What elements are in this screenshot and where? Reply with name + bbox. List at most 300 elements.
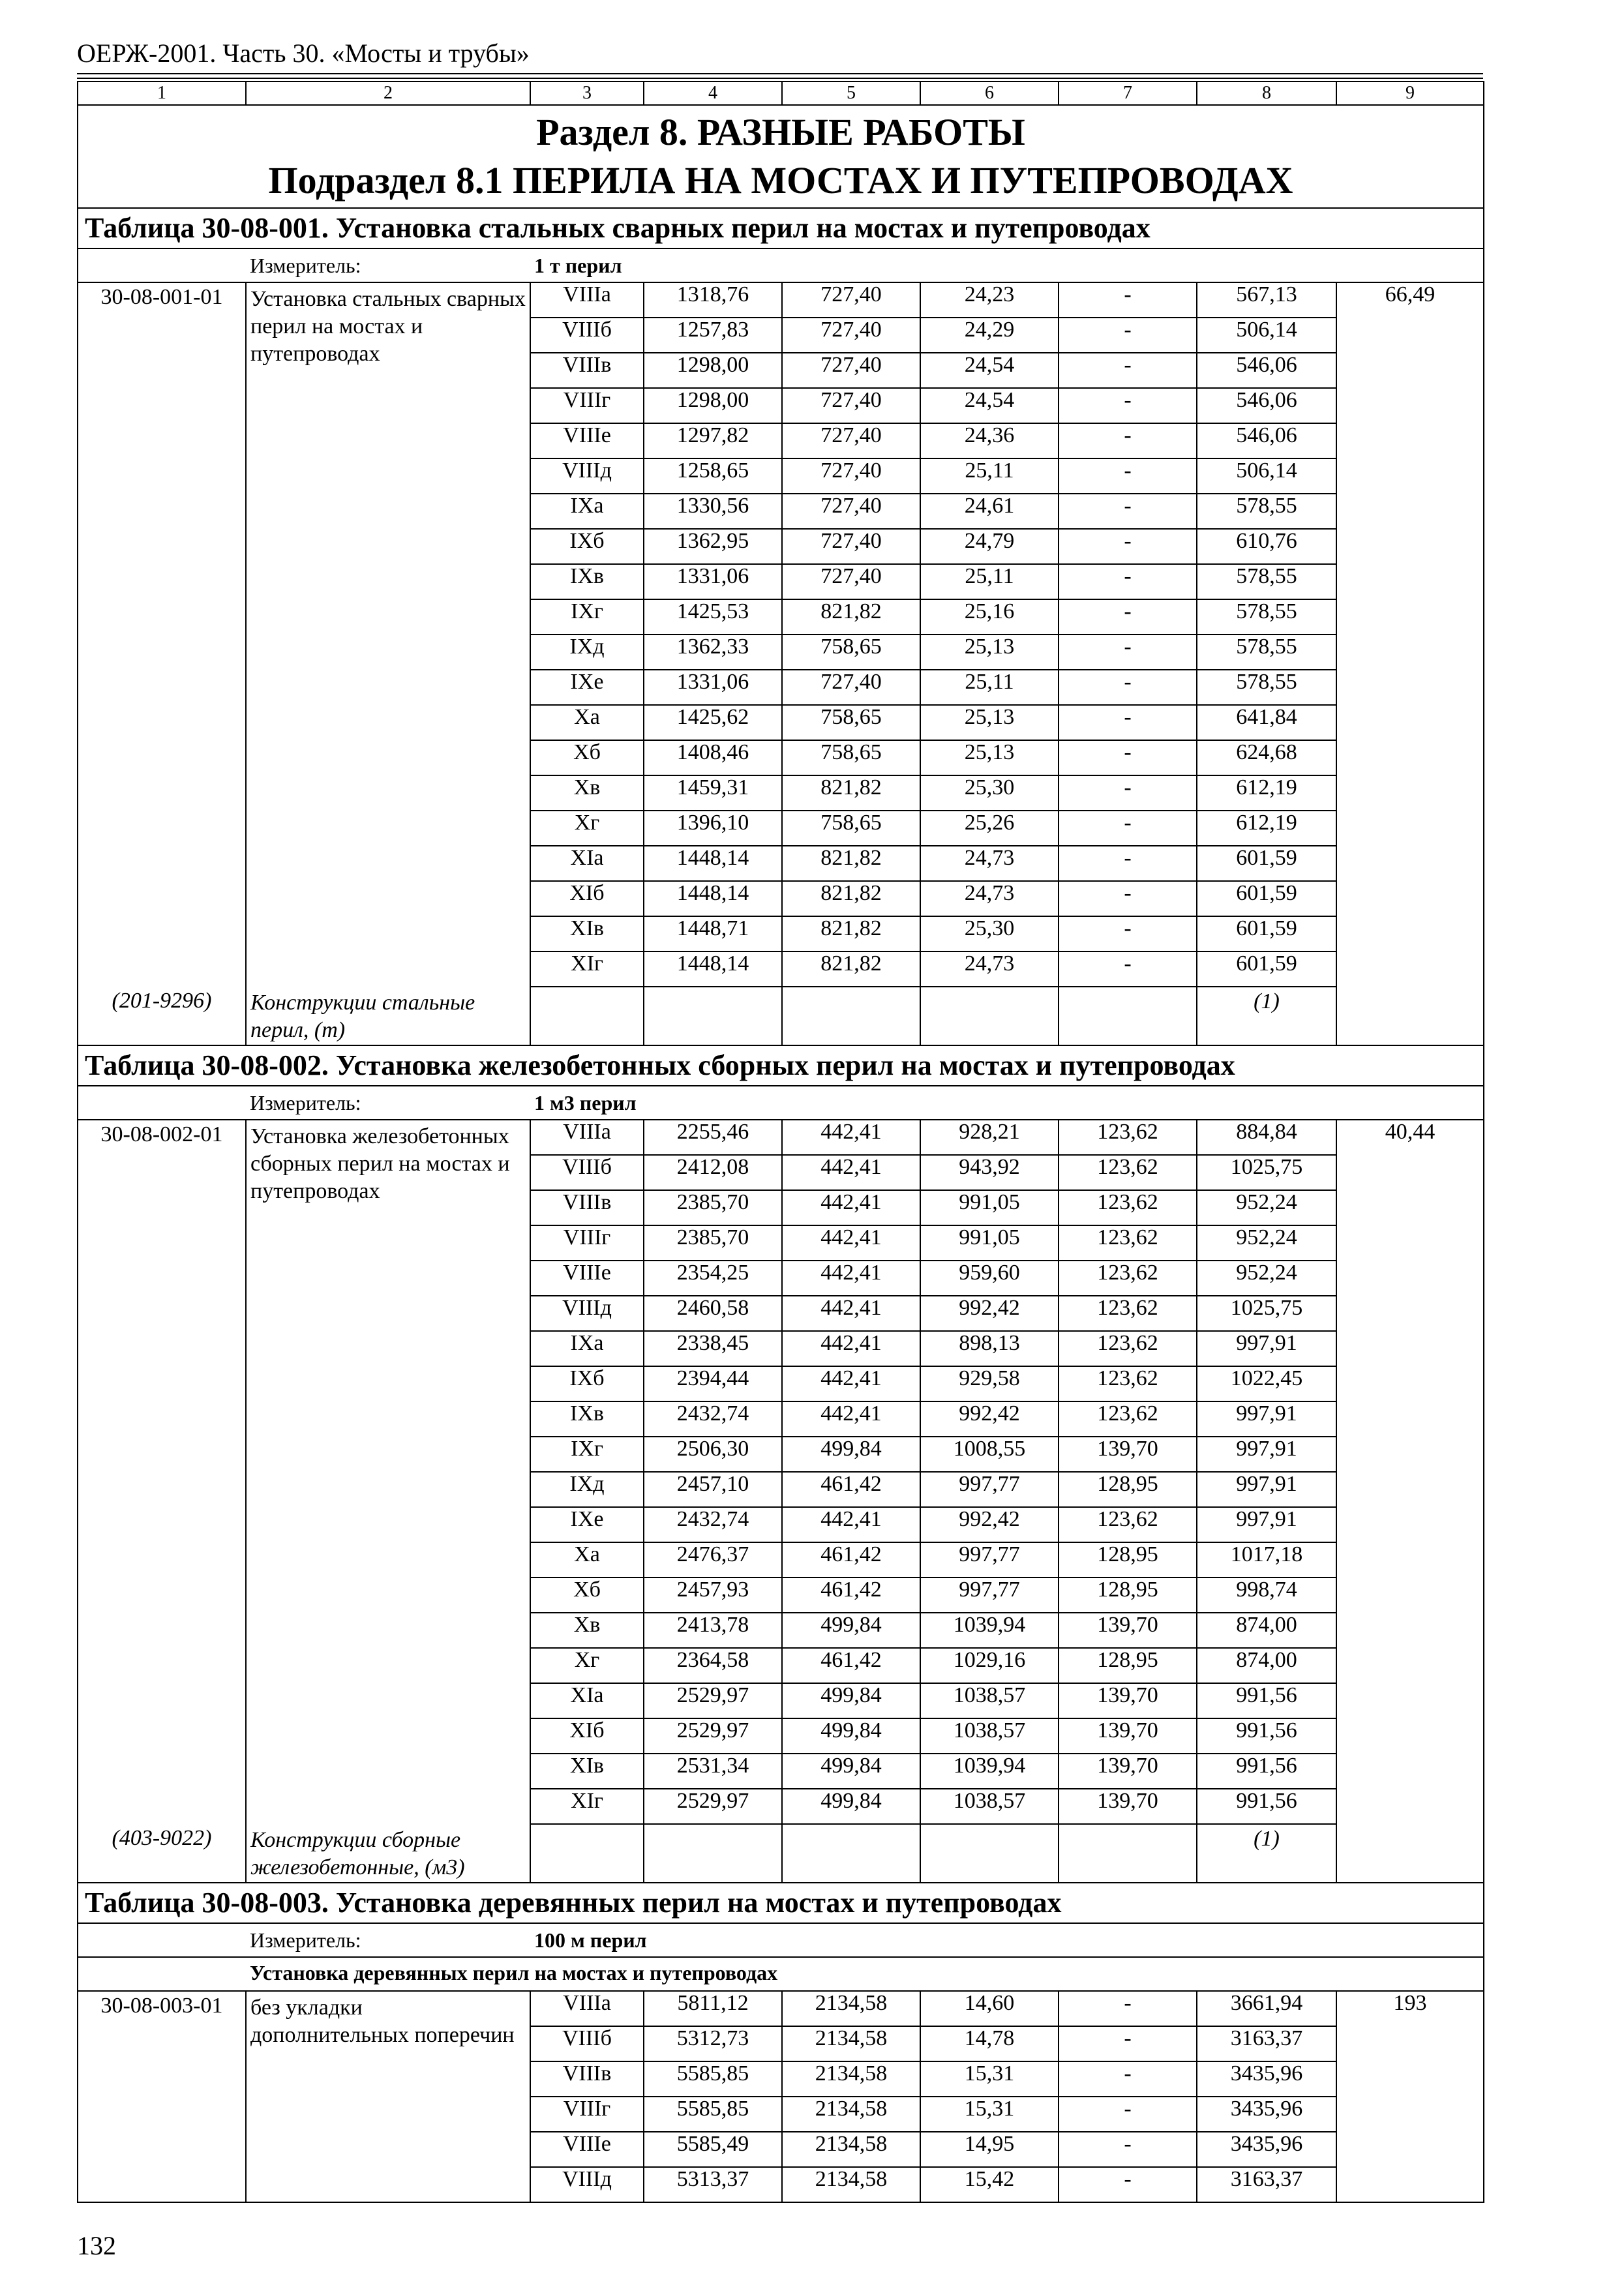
zone-cell: VIIIг xyxy=(530,388,644,423)
machinist-wages-cell: 123,62 xyxy=(1059,1366,1197,1401)
wages-cell: 442,41 xyxy=(782,1331,920,1366)
materials-cell: 3435,96 xyxy=(1197,2132,1336,2167)
total-cost-cell: 2506,30 xyxy=(644,1437,782,1472)
wages-cell: 2134,58 xyxy=(782,2132,920,2167)
wages-cell: 499,84 xyxy=(782,1613,920,1648)
subheading-spacer xyxy=(78,1957,246,1991)
meter-spacer xyxy=(78,1086,246,1120)
machines-cell: 25,13 xyxy=(920,740,1059,775)
zone-cell: IXг xyxy=(530,1437,644,1472)
meter-row xyxy=(78,1086,1484,1120)
machines-cell: 24,36 xyxy=(920,423,1059,458)
materials-cell: 3435,96 xyxy=(1197,2097,1336,2132)
materials-cell: 624,68 xyxy=(1197,740,1336,775)
materials-cell: 610,76 xyxy=(1197,529,1336,564)
meter-spacer xyxy=(78,1923,246,1957)
wages-cell: 461,42 xyxy=(782,1578,920,1613)
wages-cell: 499,84 xyxy=(782,1789,920,1824)
machinist-wages-cell: 123,62 xyxy=(1059,1401,1197,1437)
table-title-row xyxy=(78,1883,1484,1923)
wages-cell: 758,65 xyxy=(782,811,920,846)
wages-cell: 758,65 xyxy=(782,705,920,740)
machines-cell: 25,11 xyxy=(920,564,1059,599)
total-cost-cell: 5313,37 xyxy=(644,2167,782,2202)
labor-cost-cell: 40,44 xyxy=(1336,1120,1484,1824)
machines-cell: 14,78 xyxy=(920,2026,1059,2061)
machinist-wages-cell: - xyxy=(1059,564,1197,599)
machinist-wages-cell: 123,62 xyxy=(1059,1261,1197,1296)
page-number: 132 xyxy=(77,2231,116,2260)
machines-cell: 25,13 xyxy=(920,635,1059,670)
column-number: 6 xyxy=(920,82,1059,105)
table-row xyxy=(78,1120,1484,1155)
column-number-row xyxy=(78,82,1484,105)
total-cost-cell: 2412,08 xyxy=(644,1155,782,1190)
wages-cell: 758,65 xyxy=(782,635,920,670)
materials-cell: 952,24 xyxy=(1197,1190,1336,1225)
column-number: 1 xyxy=(78,82,246,105)
wages-cell: 2134,58 xyxy=(782,2167,920,2202)
meter-spacer xyxy=(78,248,246,282)
table-row xyxy=(78,1991,1484,2026)
machinist-wages-cell: - xyxy=(1059,2026,1197,2061)
material-empty-cell xyxy=(920,1824,1059,1883)
machinist-wages-cell: - xyxy=(1059,2097,1197,2132)
machinist-wages-cell: 123,62 xyxy=(1059,1507,1197,1542)
machines-cell: 1008,55 xyxy=(920,1437,1059,1472)
zone-cell: VIIIа xyxy=(530,282,644,318)
machines-cell: 1039,94 xyxy=(920,1613,1059,1648)
materials-cell: 952,24 xyxy=(1197,1225,1336,1261)
zone-cell: Xб xyxy=(530,1578,644,1613)
materials-cell: 952,24 xyxy=(1197,1261,1336,1296)
total-cost-cell: 2457,10 xyxy=(644,1472,782,1507)
materials-cell: 506,14 xyxy=(1197,458,1336,494)
machines-cell: 1039,94 xyxy=(920,1754,1059,1789)
materials-cell: 1017,18 xyxy=(1197,1542,1336,1578)
total-cost-cell: 1258,65 xyxy=(644,458,782,494)
rate-description: без укладки дополнительных поперечин xyxy=(246,1991,530,2202)
zone-cell: IXб xyxy=(530,529,644,564)
rate-description: Установка стальных сварных перил на мостах и путепроводах xyxy=(246,282,530,987)
machines-cell: 25,30 xyxy=(920,916,1059,951)
total-cost-cell: 1425,53 xyxy=(644,599,782,635)
material-empty-cell xyxy=(530,987,644,1045)
material-empty-cell xyxy=(1336,1824,1484,1883)
material-empty-cell xyxy=(782,1824,920,1883)
zone-cell: VIIIб xyxy=(530,1155,644,1190)
zone-cell: IXд xyxy=(530,1472,644,1507)
materials-cell: 3435,96 xyxy=(1197,2061,1336,2097)
machines-cell: 15,31 xyxy=(920,2061,1059,2097)
machinist-wages-cell: - xyxy=(1059,423,1197,458)
materials-cell: 578,55 xyxy=(1197,599,1336,635)
wages-cell: 727,40 xyxy=(782,388,920,423)
machines-cell: 24,61 xyxy=(920,494,1059,529)
machines-cell: 992,42 xyxy=(920,1507,1059,1542)
wages-cell: 442,41 xyxy=(782,1155,920,1190)
wages-cell: 442,41 xyxy=(782,1190,920,1225)
zone-cell: VIIIа xyxy=(530,1991,644,2026)
zone-cell: IXб xyxy=(530,1366,644,1401)
machinist-wages-cell: 139,70 xyxy=(1059,1789,1197,1824)
wages-cell: 461,42 xyxy=(782,1648,920,1683)
machines-cell: 25,26 xyxy=(920,811,1059,846)
zone-cell: XIв xyxy=(530,916,644,951)
materials-cell: 601,59 xyxy=(1197,916,1336,951)
machines-cell: 959,60 xyxy=(920,1261,1059,1296)
wages-cell: 727,40 xyxy=(782,318,920,353)
zone-cell: VIIIд xyxy=(530,1296,644,1331)
materials-cell: 997,91 xyxy=(1197,1507,1336,1542)
machines-cell: 25,30 xyxy=(920,775,1059,811)
zone-cell: VIIIе xyxy=(530,2132,644,2167)
wages-cell: 461,42 xyxy=(782,1472,920,1507)
zone-cell: Xг xyxy=(530,811,644,846)
rate-code: 30-08-001-01 xyxy=(78,282,246,987)
materials-cell: 997,91 xyxy=(1197,1331,1336,1366)
total-cost-cell: 1448,14 xyxy=(644,881,782,916)
machines-cell: 997,77 xyxy=(920,1472,1059,1507)
materials-cell: 874,00 xyxy=(1197,1613,1336,1648)
column-number: 3 xyxy=(530,82,644,105)
machines-cell: 1038,57 xyxy=(920,1789,1059,1824)
materials-cell: 991,56 xyxy=(1197,1754,1336,1789)
wages-cell: 727,40 xyxy=(782,423,920,458)
zone-cell: VIIIв xyxy=(530,353,644,388)
zone-cell: IXе xyxy=(530,670,644,705)
column-number: 5 xyxy=(782,82,920,105)
machinist-wages-cell: - xyxy=(1059,353,1197,388)
wages-cell: 727,40 xyxy=(782,494,920,529)
zone-cell: VIIIд xyxy=(530,2167,644,2202)
machines-cell: 14,60 xyxy=(920,1991,1059,2026)
wages-cell: 2134,58 xyxy=(782,1991,920,2026)
rates-table xyxy=(77,81,1484,2203)
meter-unit: 1 м3 перил xyxy=(530,1086,1484,1120)
machinist-wages-cell: 139,70 xyxy=(1059,1754,1197,1789)
machines-cell: 24,54 xyxy=(920,388,1059,423)
machines-cell: 25,13 xyxy=(920,705,1059,740)
wages-cell: 442,41 xyxy=(782,1296,920,1331)
machines-cell: 991,05 xyxy=(920,1190,1059,1225)
machinist-wages-cell: - xyxy=(1059,670,1197,705)
machinist-wages-cell: - xyxy=(1059,529,1197,564)
total-cost-cell: 2531,34 xyxy=(644,1754,782,1789)
machines-cell: 1038,57 xyxy=(920,1683,1059,1718)
machinist-wages-cell: - xyxy=(1059,916,1197,951)
machinist-wages-cell: 139,70 xyxy=(1059,1718,1197,1754)
materials-cell: 578,55 xyxy=(1197,564,1336,599)
machinist-wages-cell: - xyxy=(1059,388,1197,423)
materials-cell: 3163,37 xyxy=(1197,2026,1336,2061)
header-rule xyxy=(77,73,1483,74)
total-cost-cell: 2394,44 xyxy=(644,1366,782,1401)
labor-cost-cell: 193 xyxy=(1336,1991,1484,2202)
wages-cell: 727,40 xyxy=(782,670,920,705)
rate-code: 30-08-003-01 xyxy=(78,1991,246,2202)
zone-cell: IXв xyxy=(530,1401,644,1437)
machinist-wages-cell: 123,62 xyxy=(1059,1155,1197,1190)
machinist-wages-cell: 128,95 xyxy=(1059,1542,1197,1578)
wages-cell: 758,65 xyxy=(782,740,920,775)
machinist-wages-cell: - xyxy=(1059,881,1197,916)
total-cost-cell: 5585,49 xyxy=(644,2132,782,2167)
materials-cell: 601,59 xyxy=(1197,951,1336,987)
materials-cell: 612,19 xyxy=(1197,775,1336,811)
total-cost-cell: 1298,00 xyxy=(644,353,782,388)
materials-cell: 612,19 xyxy=(1197,811,1336,846)
machinist-wages-cell: 128,95 xyxy=(1059,1472,1197,1507)
total-cost-cell: 2457,93 xyxy=(644,1578,782,1613)
table-title: Таблица 30-08-001. Установка стальных сварных перил на мостах и путепроводах xyxy=(78,208,1484,248)
wages-cell: 2134,58 xyxy=(782,2061,920,2097)
meter-row xyxy=(78,248,1484,282)
column-number: 8 xyxy=(1197,82,1336,105)
meter-label: Измеритель: xyxy=(246,1086,530,1120)
machinist-wages-cell: - xyxy=(1059,599,1197,635)
total-cost-cell: 2432,74 xyxy=(644,1401,782,1437)
machines-cell: 929,58 xyxy=(920,1366,1059,1401)
machines-cell: 15,42 xyxy=(920,2167,1059,2202)
wages-cell: 727,40 xyxy=(782,529,920,564)
meter-unit: 1 т перил xyxy=(530,248,1484,282)
total-cost-cell: 5585,85 xyxy=(644,2097,782,2132)
table-title: Таблица 30-08-002. Установка железобетонных сборных перил на мостах и путепроводах xyxy=(78,1045,1484,1086)
machinist-wages-cell: - xyxy=(1059,2132,1197,2167)
machinist-wages-cell: - xyxy=(1059,318,1197,353)
total-cost-cell: 5811,12 xyxy=(644,1991,782,2026)
machinist-wages-cell: 123,62 xyxy=(1059,1296,1197,1331)
meter-label: Измеритель: xyxy=(246,1923,530,1957)
wages-cell: 442,41 xyxy=(782,1366,920,1401)
column-number: 7 xyxy=(1059,82,1197,105)
materials-cell: 997,91 xyxy=(1197,1401,1336,1437)
total-cost-cell: 2529,97 xyxy=(644,1718,782,1754)
machinist-wages-cell: - xyxy=(1059,705,1197,740)
machines-cell: 943,92 xyxy=(920,1155,1059,1190)
zone-cell: IXе xyxy=(530,1507,644,1542)
wages-cell: 499,84 xyxy=(782,1683,920,1718)
material-empty-cell xyxy=(1059,987,1197,1045)
zone-cell: IXа xyxy=(530,494,644,529)
zone-cell: IXд xyxy=(530,635,644,670)
material-quantity: (1) xyxy=(1197,987,1336,1045)
zone-cell: XIг xyxy=(530,1789,644,1824)
total-cost-cell: 1257,83 xyxy=(644,318,782,353)
total-cost-cell: 2385,70 xyxy=(644,1225,782,1261)
subsection-title: Подраздел 8.1 ПЕРИЛА НА МОСТАХ И ПУТЕПРОВОДАХ xyxy=(268,159,1293,202)
machinist-wages-cell: - xyxy=(1059,2061,1197,2097)
machinist-wages-cell: 139,70 xyxy=(1059,1613,1197,1648)
machinist-wages-cell: 128,95 xyxy=(1059,1578,1197,1613)
material-code: (201-9296) xyxy=(78,987,246,1045)
subheading-row xyxy=(78,1957,1484,1991)
total-cost-cell: 1318,76 xyxy=(644,282,782,318)
total-cost-cell: 1459,31 xyxy=(644,775,782,811)
materials-cell: 997,91 xyxy=(1197,1472,1336,1507)
material-empty-cell xyxy=(1336,987,1484,1045)
machines-cell: 992,42 xyxy=(920,1401,1059,1437)
total-cost-cell: 1331,06 xyxy=(644,564,782,599)
machines-cell: 24,73 xyxy=(920,881,1059,916)
materials-cell: 3163,37 xyxy=(1197,2167,1336,2202)
machines-cell: 898,13 xyxy=(920,1331,1059,1366)
machines-cell: 24,73 xyxy=(920,846,1059,881)
material-empty-cell xyxy=(644,987,782,1045)
machines-cell: 1029,16 xyxy=(920,1648,1059,1683)
subheading: Установка деревянных перил на мостах и путепроводах xyxy=(246,1957,1484,1991)
material-empty-cell xyxy=(644,1824,782,1883)
material-code: (403-9022) xyxy=(78,1824,246,1883)
total-cost-cell: 2413,78 xyxy=(644,1613,782,1648)
machines-cell: 1038,57 xyxy=(920,1718,1059,1754)
table-title-row xyxy=(78,208,1484,248)
total-cost-cell: 1448,14 xyxy=(644,846,782,881)
zone-cell: IXв xyxy=(530,564,644,599)
wages-cell: 2134,58 xyxy=(782,2026,920,2061)
rate-code: 30-08-002-01 xyxy=(78,1120,246,1824)
total-cost-cell: 1298,00 xyxy=(644,388,782,423)
machinist-wages-cell: 128,95 xyxy=(1059,1648,1197,1683)
zone-cell: Xа xyxy=(530,1542,644,1578)
zone-cell: VIIIе xyxy=(530,423,644,458)
materials-cell: 1022,45 xyxy=(1197,1366,1336,1401)
wages-cell: 821,82 xyxy=(782,881,920,916)
wages-cell: 821,82 xyxy=(782,599,920,635)
machines-cell: 997,77 xyxy=(920,1578,1059,1613)
zone-cell: XIа xyxy=(530,1683,644,1718)
materials-cell: 3661,94 xyxy=(1197,1991,1336,2026)
materials-cell: 991,56 xyxy=(1197,1718,1336,1754)
machinist-wages-cell: - xyxy=(1059,2167,1197,2202)
machines-cell: 24,73 xyxy=(920,951,1059,987)
machinist-wages-cell: 123,62 xyxy=(1059,1120,1197,1155)
machines-cell: 24,79 xyxy=(920,529,1059,564)
wages-cell: 442,41 xyxy=(782,1225,920,1261)
total-cost-cell: 5312,73 xyxy=(644,2026,782,2061)
machines-cell: 24,54 xyxy=(920,353,1059,388)
machines-cell: 25,11 xyxy=(920,670,1059,705)
total-cost-cell: 2364,58 xyxy=(644,1648,782,1683)
wages-cell: 442,41 xyxy=(782,1507,920,1542)
total-cost-cell: 1362,33 xyxy=(644,635,782,670)
materials-cell: 1025,75 xyxy=(1197,1155,1336,1190)
total-cost-cell: 5585,85 xyxy=(644,2061,782,2097)
total-cost-cell: 1396,10 xyxy=(644,811,782,846)
total-cost-cell: 1362,95 xyxy=(644,529,782,564)
materials-cell: 506,14 xyxy=(1197,318,1336,353)
zone-cell: VIIIв xyxy=(530,2061,644,2097)
materials-cell: 991,56 xyxy=(1197,1683,1336,1718)
materials-cell: 874,00 xyxy=(1197,1648,1336,1683)
section-header-row xyxy=(78,105,1484,208)
zone-cell: Xг xyxy=(530,1648,644,1683)
machinist-wages-cell: 123,62 xyxy=(1059,1331,1197,1366)
materials-cell: 998,74 xyxy=(1197,1578,1336,1613)
machinist-wages-cell: - xyxy=(1059,811,1197,846)
wages-cell: 442,41 xyxy=(782,1261,920,1296)
zone-cell: XIг xyxy=(530,951,644,987)
material-empty-cell xyxy=(920,987,1059,1045)
column-number: 4 xyxy=(644,82,782,105)
rate-description: Установка железобетонных сборных перил на мостах и путепроводах xyxy=(246,1120,530,1824)
machines-cell: 992,42 xyxy=(920,1296,1059,1331)
wages-cell: 727,40 xyxy=(782,564,920,599)
table-title-row xyxy=(78,1045,1484,1086)
meter-label: Измеритель: xyxy=(246,248,530,282)
machinist-wages-cell: - xyxy=(1059,740,1197,775)
material-empty-cell xyxy=(1059,1824,1197,1883)
material-row xyxy=(78,987,1484,1045)
wages-cell: 727,40 xyxy=(782,353,920,388)
machinist-wages-cell: - xyxy=(1059,951,1197,987)
section-heading xyxy=(78,105,1484,208)
zone-cell: VIIIа xyxy=(530,1120,644,1155)
material-quantity: (1) xyxy=(1197,1824,1336,1883)
total-cost-cell: 2354,25 xyxy=(644,1261,782,1296)
wages-cell: 499,84 xyxy=(782,1718,920,1754)
total-cost-cell: 2385,70 xyxy=(644,1190,782,1225)
zone-cell: Xв xyxy=(530,775,644,811)
page-header: ОЕРЖ-2001. Часть 30. «Мосты и трубы» xyxy=(77,38,530,68)
materials-cell: 567,13 xyxy=(1197,282,1336,318)
total-cost-cell: 2529,97 xyxy=(644,1683,782,1718)
machines-cell: 997,77 xyxy=(920,1542,1059,1578)
materials-cell: 578,55 xyxy=(1197,670,1336,705)
zone-cell: VIIIд xyxy=(530,458,644,494)
zone-cell: VIIIг xyxy=(530,1225,644,1261)
machinist-wages-cell: - xyxy=(1059,458,1197,494)
material-description: Конструкции сборные железобетонные, (м3) xyxy=(246,1824,530,1883)
wages-cell: 727,40 xyxy=(782,458,920,494)
wages-cell: 821,82 xyxy=(782,916,920,951)
machines-cell: 24,23 xyxy=(920,282,1059,318)
materials-cell: 546,06 xyxy=(1197,353,1336,388)
material-row xyxy=(78,1824,1484,1883)
total-cost-cell: 2255,46 xyxy=(644,1120,782,1155)
zone-cell: XIб xyxy=(530,881,644,916)
total-cost-cell: 1297,82 xyxy=(644,423,782,458)
materials-cell: 546,06 xyxy=(1197,388,1336,423)
machines-cell: 14,95 xyxy=(920,2132,1059,2167)
materials-cell: 578,55 xyxy=(1197,494,1336,529)
total-cost-cell: 1448,14 xyxy=(644,951,782,987)
machinist-wages-cell: - xyxy=(1059,635,1197,670)
materials-cell: 641,84 xyxy=(1197,705,1336,740)
machinist-wages-cell: 139,70 xyxy=(1059,1683,1197,1718)
zone-cell: VIIIб xyxy=(530,2026,644,2061)
materials-cell: 991,56 xyxy=(1197,1789,1336,1824)
total-cost-cell: 1408,46 xyxy=(644,740,782,775)
total-cost-cell: 2460,58 xyxy=(644,1296,782,1331)
zone-cell: VIIIб xyxy=(530,318,644,353)
total-cost-cell: 2476,37 xyxy=(644,1542,782,1578)
machinist-wages-cell: 139,70 xyxy=(1059,1437,1197,1472)
wages-cell: 499,84 xyxy=(782,1437,920,1472)
zone-cell: Xв xyxy=(530,1613,644,1648)
wages-cell: 442,41 xyxy=(782,1401,920,1437)
zone-cell: VIIIг xyxy=(530,2097,644,2132)
section-title: Раздел 8. РАЗНЫЕ РАБОТЫ xyxy=(536,111,1025,153)
machines-cell: 25,16 xyxy=(920,599,1059,635)
labor-cost-cell: 66,49 xyxy=(1336,282,1484,987)
column-number: 2 xyxy=(246,82,530,105)
meter-unit: 100 м перил xyxy=(530,1923,1484,1957)
materials-cell: 601,59 xyxy=(1197,881,1336,916)
machinist-wages-cell: - xyxy=(1059,1991,1197,2026)
zone-cell: Xб xyxy=(530,740,644,775)
